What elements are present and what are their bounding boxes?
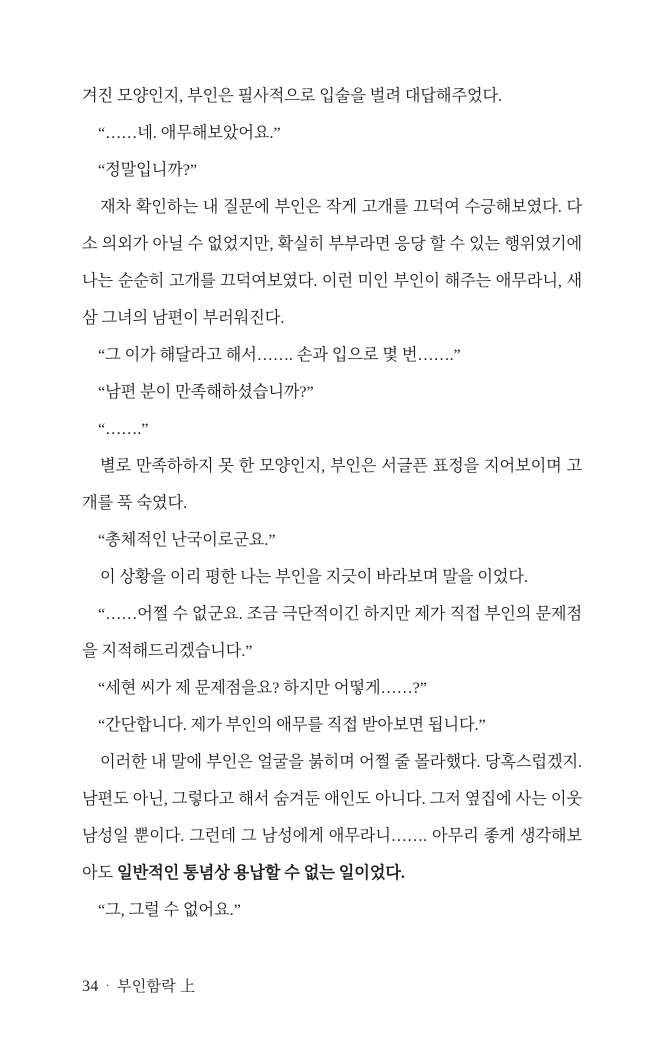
paragraph-dialogue: “남편 분이 만족해하셨습니까?”	[98, 383, 314, 401]
paragraph: 재차 확인하는 내 질문에 부인은 작게 고개를 끄덕여 수긍해보였다. 다소 의외가 아닐 수 없었지만, 확실히 부부라면 응당 할 수 있는 행위였기에 나는 순순히 고개를 끄덕여보였다. 이런 미인 부인이 해주는 애무라니, 새삼 그녀의 남편이 부러워진다.	[82, 198, 582, 327]
paragraph-text-plain: 이러한 내 말에 부인은 얼굴을 붉히며 어쩔 줄 몰라했다. 당혹스럽겠지. 남편도 아닌, 그렇다고 해서 숨겨둔 애인도 아니다. 그저 옆집에 사는 이웃 남성일 뿐이다. 그런데 그 남성에게 애무라니……. 아무리 좋게 생각해보아도	[82, 753, 582, 882]
paragraph: 겨진 모양인지, 부인은 필사적으로 입술을 벌려 대답해주었다.	[82, 87, 503, 105]
page-footer	[82, 975, 195, 996]
paragraph-dialogue: “정말입니까?”	[98, 161, 197, 179]
paragraph: 별로 만족하하지 못 한 모양인지, 부인은 서글픈 표정을 지어보이며 고개를 푹 숙였다.	[82, 457, 582, 512]
paragraph-dialogue: “총체적인 난국이로군요.”	[98, 531, 276, 549]
paragraph-text-emphasis: 일반적인 통념상 용납할 수 없는 일이었다.	[117, 864, 405, 882]
paragraph: 이 상황을 이리 평한 나는 부인을 지긋이 바라보며 말을 이었다.	[100, 568, 528, 586]
paragraph-dialogue: “……네. 애무해보았어요.”	[98, 124, 281, 142]
paragraph-dialogue: “그 이가 해달라고 해서……. 손과 입으로 몇 번…….”	[98, 346, 461, 364]
footer-separator: ·	[105, 978, 110, 992]
running-title: 부인함락 上	[116, 979, 196, 995]
paragraph-dialogue: “간단합니다. 제가 부인의 애무를 직접 받아보면 됩니다.”	[98, 716, 486, 734]
page-number: 34	[82, 978, 99, 995]
paragraph-dialogue: “…….”	[98, 420, 149, 438]
paragraph-dialogue: “그, 그럴 수 없어요.”	[98, 901, 241, 919]
page-body	[82, 78, 582, 929]
paragraph-dialogue: “……어쩔 수 없군요. 조금 극단적이긴 하지만 제가 직접 부인의 문제점을 지적해드리겠습니다.”	[82, 605, 582, 660]
paragraph-mixed	[82, 744, 582, 892]
paragraph-dialogue: “세현 씨가 제 문제점을요? 하지만 어떻게……?”	[98, 679, 427, 697]
